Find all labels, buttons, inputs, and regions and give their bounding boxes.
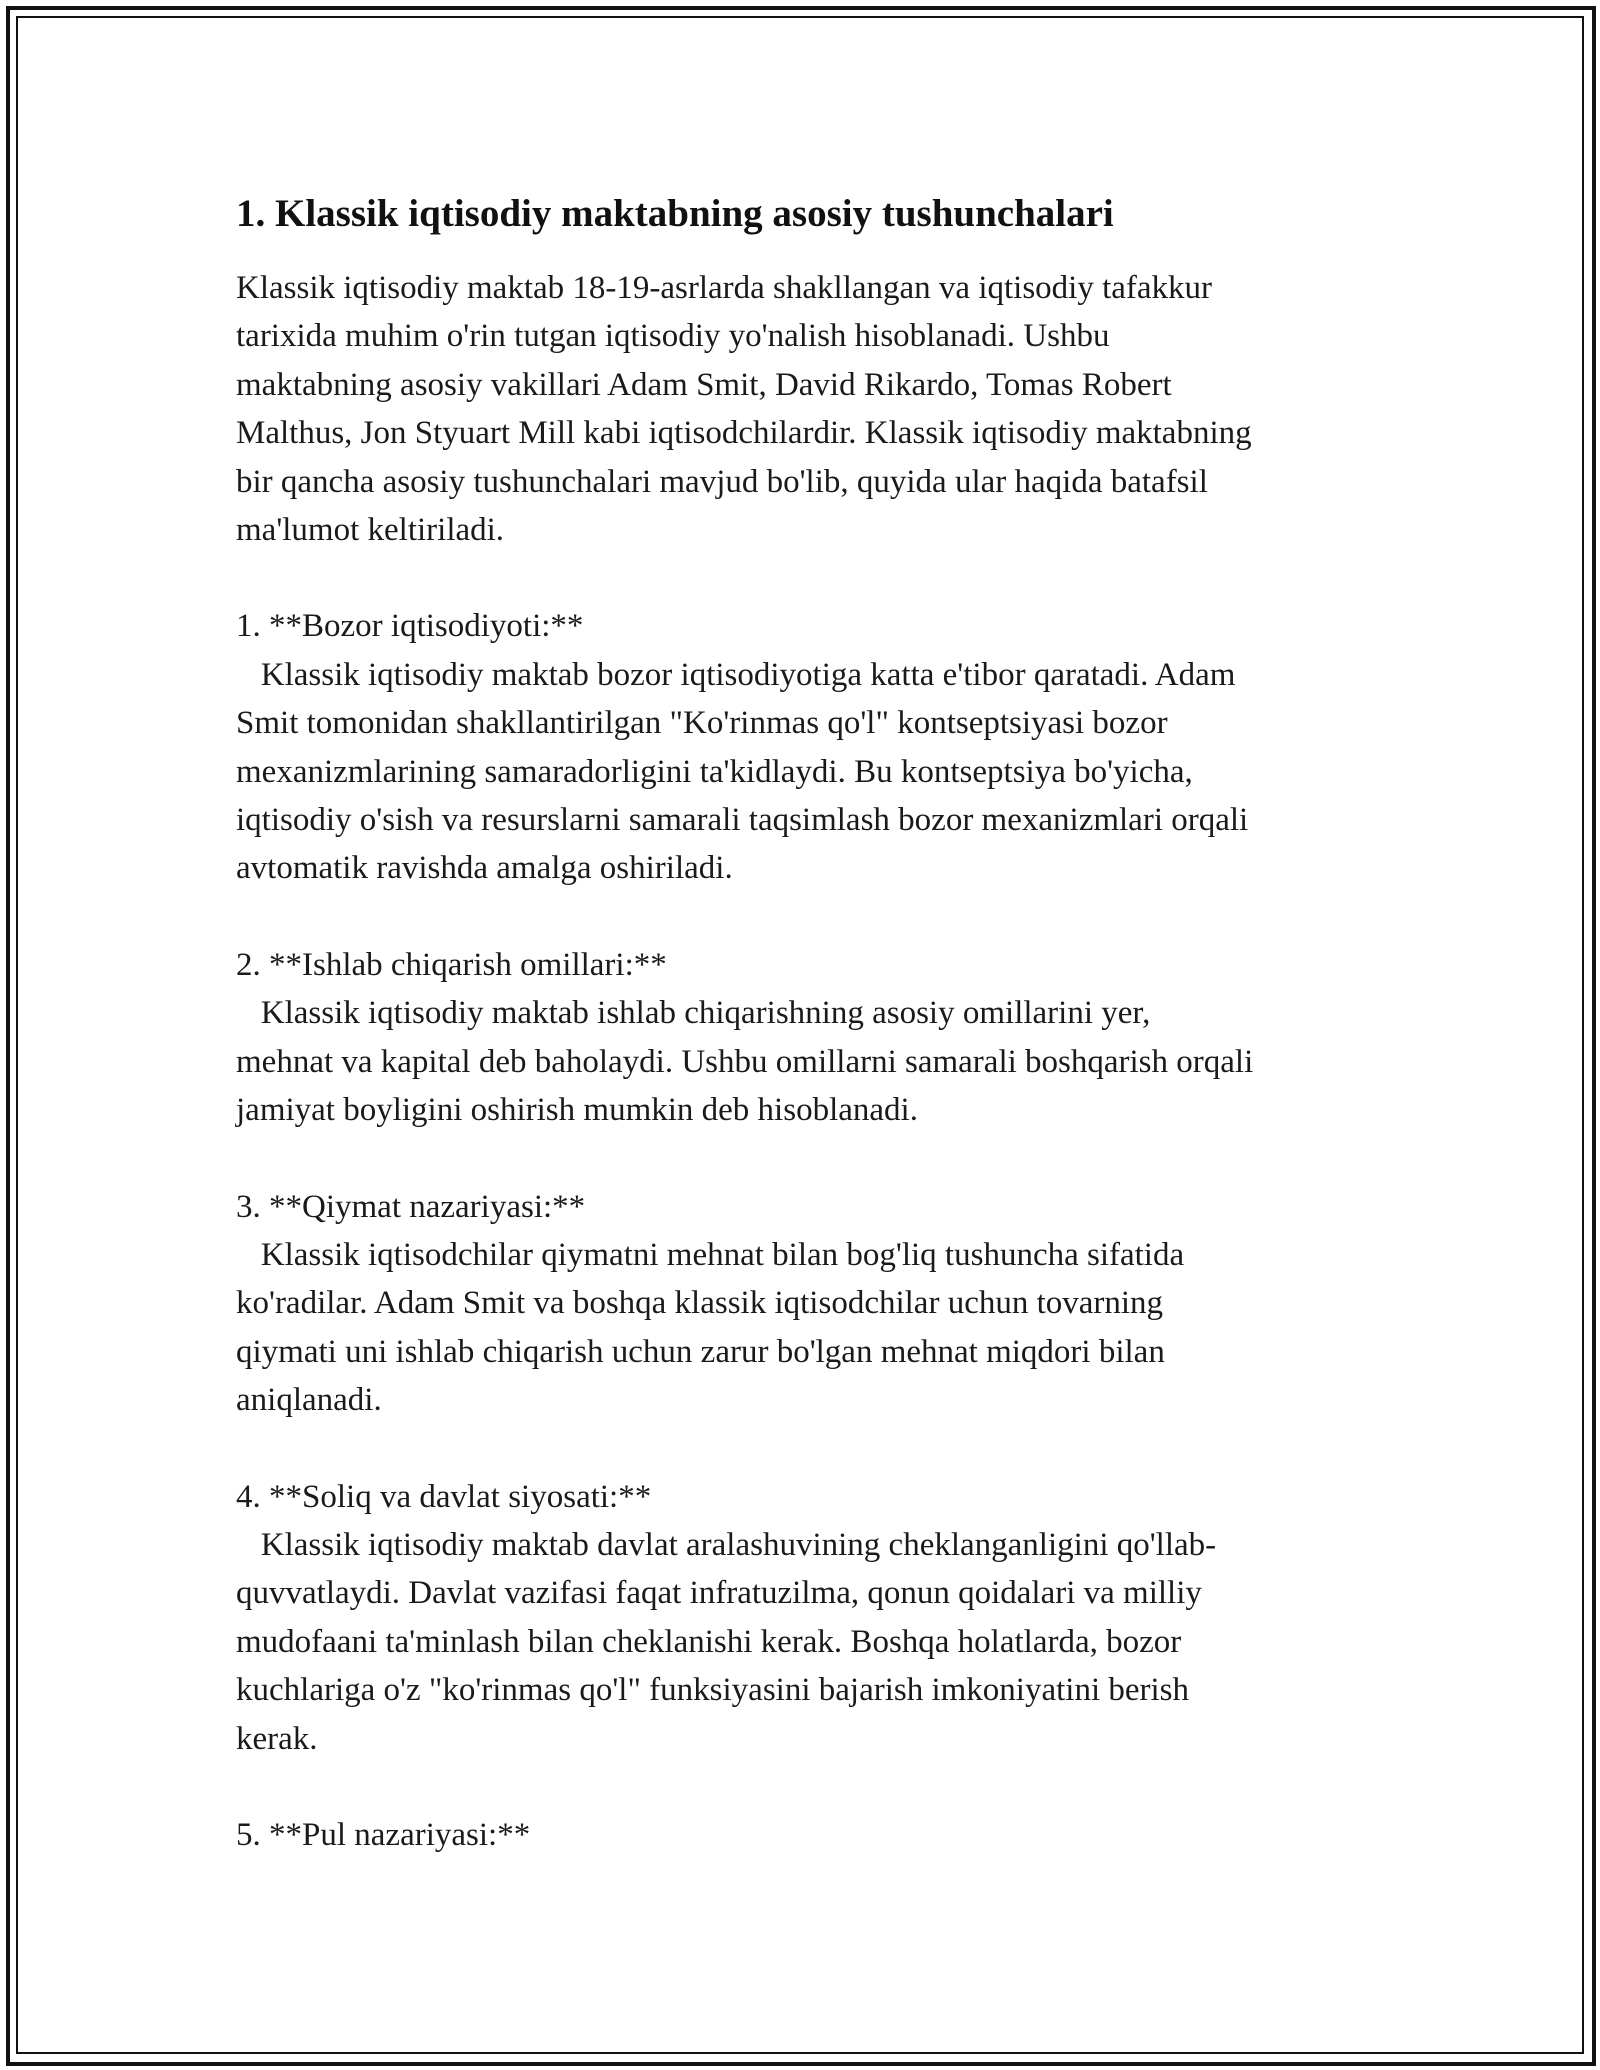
section-heading: 5. **Pul nazariyasi:** bbox=[236, 1816, 531, 1853]
document-page bbox=[236, 186, 1386, 1859]
section-heading: 1. **Bozor iqtisodiyoti:** bbox=[236, 608, 584, 645]
section-pul-nazariyasi bbox=[236, 1811, 1386, 1859]
section-ishlab-chiqarish-omillari bbox=[236, 941, 1386, 1135]
section-bozor-iqtisodiyoti bbox=[236, 602, 1386, 892]
intro-paragraph: Klassik iqtisodiy maktab 18-19-asrlarda shakllangan va iqtisodiy tafakkur tarixida muhim o'rin tutgan iqtisodiy yo'nalish hisoblanadi. Ushbu maktabning asosiy vakillari Adam Smit, David Rikardo, Tomas Robert Malthus, Jon Styuart Mill kabi iqtisodchilardir. Klassik iqtisodiy maktabning bir qancha asosiy tushunchalari mavjud bo'lib, quyida ular haqida batafsil ma'lumot keltiriladi. bbox=[236, 270, 1252, 549]
section-qiymat-nazariyasi bbox=[236, 1183, 1386, 1425]
section-heading: 2. **Ishlab chiqarish omillari:** bbox=[236, 946, 667, 983]
section-body: Klassik iqtisodchilar qiymatni mehnat bilan bog'liq tushuncha sifatida ko'radilar. Adam Smit va boshqa klassik iqtisodchilar uchun tovarning qiymati uni ishlab chiqarish uchun zarur bo'lgan mehnat miqdori bilan aniqlanadi. bbox=[236, 1236, 1185, 1419]
section-body: Klassik iqtisodiy maktab davlat aralashuvining cheklanganligini qo'llab- quvvatlaydi. Davlat vazifasi faqat infratuzilma, qonun qoidalari va milliy mudofaani ta'minlash bilan cheklanishi kerak. Boshqa holatlarda, bozor kuchlariga o'z "ko'rinmas qo'l" funksiyasini bajarish imkoniyatini berish kerak. bbox=[236, 1526, 1217, 1757]
section-soliq-va-davlat-siyosati bbox=[236, 1473, 1386, 1763]
section-body: Klassik iqtisodiy maktab ishlab chiqarishning asosiy omillarini yer, mehnat va kapital deb baholaydi. Ushbu omillarni samarali boshqarish orqali jamiyat boyligini oshirish mumkin deb hisoblanadi. bbox=[236, 995, 1254, 1129]
section-heading: 3. **Qiymat nazariyasi:** bbox=[236, 1188, 586, 1225]
section-heading: 4. **Soliq va davlat siyosati:** bbox=[236, 1478, 652, 1515]
section-body: Klassik iqtisodiy maktab bozor iqtisodiyotiga katta e'tibor qaratadi. Adam Smit tomonidan shakllantirilgan "Ko'rinmas qo'l" kontseptsiyasi bozor mexanizmlarining samaradorligini ta'kidlaydi. Bu kontseptsiya bo'yicha, iqtisodiy o'sish va resurslarni samarali taqsimlash bozor mexanizmlari orqali avtomatik ravishda amalga oshiriladi. bbox=[236, 656, 1249, 887]
document-title: 1. Klassik iqtisodiy maktabning asosiy tushunchalari bbox=[236, 192, 1114, 235]
